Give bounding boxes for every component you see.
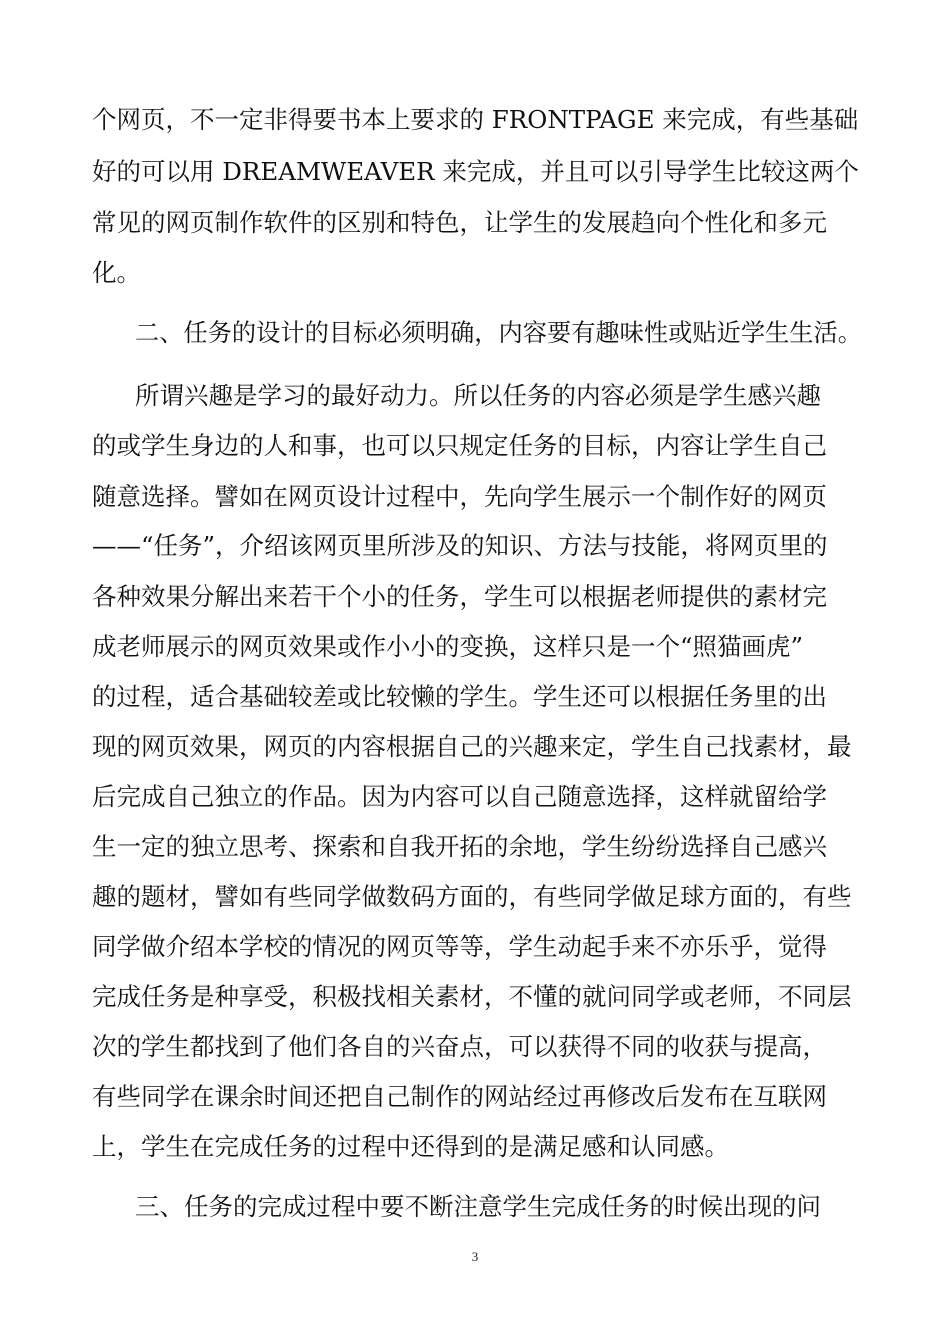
text-line: 上，学生在完成任务的过程中还得到的是满足感和认同感。 [92, 1132, 729, 1161]
text-line: 个网页，不一定非得要书本上要求的 FRONTPAGE 来完成，有些基础 [92, 105, 859, 134]
text-line: 各种效果分解出来若干个小的任务，学生可以根据老师提供的素材完 [92, 582, 827, 611]
text-line: 有些同学在课余时间还把自己制作的网站经过再修改后发布在互联网 [92, 1082, 827, 1111]
section-heading: 二、任务的设计的目标必须明确，内容要有趣味性或贴近学生生活。 [135, 318, 862, 347]
text-line: 现的网页效果，网页的内容根据自己的兴趣来定，学生自己找素材，最 [92, 732, 852, 761]
text-line: 化。 [92, 258, 141, 287]
text-line: 同学做介绍本学校的情况的网页等等，学生动起手来不亦乐乎，觉得 [92, 932, 827, 961]
text-line: 趣的题材，譬如有些同学做数码方面的，有些同学做足球方面的，有些 [92, 882, 852, 911]
text-line: 生一定的独立思考、探索和自我开拓的余地，学生纷纷选择自己感兴 [92, 832, 827, 861]
text-line: 的过程，适合基础较差或比较懒的学生。学生还可以根据任务里的出 [92, 682, 827, 711]
text-line: 所谓兴趣是学习的最好动力。所以任务的内容必须是学生感兴趣 [135, 381, 821, 410]
text-line: 随意选择。譬如在网页设计过程中，先向学生展示一个制作好的网页 [92, 482, 827, 511]
text-line: 成老师展示的网页效果或作小小的变换，这样只是一个“照猫画虎” [92, 632, 804, 661]
text-line: 后完成自己独立的作品。因为内容可以自己随意选择，这样就留给学 [92, 782, 827, 811]
text-line: 的或学生身边的人和事，也可以只规定任务的目标，内容让学生自己 [92, 431, 827, 460]
text-line: 完成任务是种享受，积极找相关素材，不懂的就问同学或老师，不同层 [92, 982, 852, 1011]
page-number: 3 [471, 1249, 479, 1264]
text-line: 次的学生都找到了他们各自的兴奋点，可以获得不同的收获与提高， [92, 1032, 827, 1061]
text-line: 好的可以用 DREAMWEAVER 来完成，并且可以引导学生比较这两个 [92, 157, 859, 186]
text-line: ——“任务”，介绍该网页里所涉及的知识、方法与技能，将网页里的 [92, 531, 828, 560]
text-line: 常见的网页制作软件的区别和特色，让学生的发展趋向个性化和多元 [92, 208, 827, 237]
section-heading: 三、任务的完成过程中要不断注意学生完成任务的时候出现的问 [135, 1192, 821, 1221]
